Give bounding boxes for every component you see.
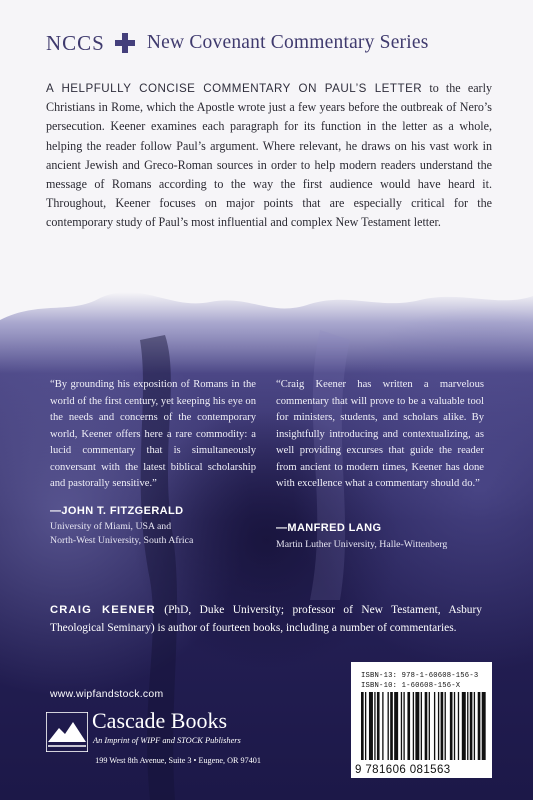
author-bio <box>50 601 482 638</box>
endorser-affiliation-lang: Martin Luther University, Halle-Wittenberg <box>276 539 448 550</box>
series-abbreviation: NCCS <box>46 30 105 55</box>
barcode-bar <box>388 692 389 760</box>
barcode-bar <box>470 692 473 760</box>
barcode-bar <box>474 692 475 760</box>
barcode-bar <box>434 692 435 760</box>
endorser-affiliation-fitzgerald-2: North-West University, South Africa <box>50 535 194 546</box>
isbn-13: ISBN-13: 978-1-60608-156-3 <box>361 672 479 680</box>
cross-icon <box>115 33 135 53</box>
endorser-name-fitzgerald: —JOHN T. FITZGERALD <box>50 505 184 517</box>
barcode-bar <box>462 692 466 760</box>
endorsement-quote-lang: “Craig Keener has written a marvelous commentary that will prove to be a valuable tool for ministers, students, and scholars alike. By insightfully introducing and contextualizing, as well providing excurses that guide the reader from ancient to modern times, Keener has done with excellence what a commentary should do.” <box>276 379 484 489</box>
barcode-bar <box>415 692 419 760</box>
endorsement-quote-fitzgerald: “By grounding his exposition of Romans in the world of the first century, yet keeping his eye on the needs and concerns of the contemporary world, Keener offers here a rare commodity: a lucid commentary that is simultaneously conversant with the latest biblical scholarship and pastorally sensitive.” <box>50 379 256 489</box>
publisher-name: Cascade Books <box>92 708 228 733</box>
author-bio-text: (PhD, Duke University; professor of New Testament, Asbury Theological Seminary) is author of fourteen books, including a number of commentaries. <box>50 604 482 635</box>
barcode-bar <box>467 692 468 760</box>
endorser-name-lang: —MANFRED LANG <box>276 522 382 534</box>
barcode-bar <box>478 692 481 760</box>
barcode-bar <box>438 692 439 760</box>
publisher-imprint: An Imprint of WIPF and STOCK Publishers <box>93 736 241 745</box>
series-name: New Covenant Commentary Series <box>146 32 429 53</box>
author-name: CRAIG KEENER <box>50 604 156 616</box>
endorser-affiliation-fitzgerald-1: University of Miami, USA and <box>50 521 172 532</box>
barcode-bar <box>413 692 414 760</box>
barcode-bar <box>382 692 383 760</box>
publisher-website: www.wipfandstock.com <box>50 689 164 700</box>
barcode-bars <box>361 692 487 760</box>
barcode-bar <box>407 692 410 760</box>
mountain-logo-icon <box>46 712 88 752</box>
barcode-bar <box>403 692 404 760</box>
barcode-bar <box>361 692 364 760</box>
barcode-bar <box>441 692 444 760</box>
barcode-bar <box>454 692 455 760</box>
isbn-10: ISBN-10: 1-60608-156-X <box>361 682 461 690</box>
barcode-bar <box>401 692 402 760</box>
barcode-bar <box>394 692 398 760</box>
barcode-digits: 9 781606 081563 <box>355 764 451 776</box>
barcode-bar <box>445 692 446 760</box>
barcode-bar <box>369 692 373 760</box>
barcode-bar <box>450 692 453 760</box>
barcode-bar <box>374 692 375 760</box>
publisher-address: 199 West 8th Avenue, Suite 3 • Eugene, OR 97401 <box>95 756 261 765</box>
barcode-bar <box>429 692 430 760</box>
barcode-bar <box>421 692 422 760</box>
barcode-bar <box>377 692 380 760</box>
description-lead: A HELPFULLY CONCISE COMMENTARY ON PAUL’S LETTER <box>46 82 423 95</box>
book-description <box>46 79 492 233</box>
barcode-bar <box>482 692 486 760</box>
description-body: to the early Christians in Rome, which the Apostle wrote just a few years before the outbreak of Nero’s persecution. Keener examines each paragraph for its function in the letter as a whole, helping the reader follow Paul’s argument. Where relevant, he draws on his vast work in ancient Jewish and Greco-Roman sources in order to help modern readers understand the message of Romans according to the way the first audience would have heard it. Throughout, Keener focuses on major points that are especially critical for the contemporary study of Paul’s most influential and complex New Testament letter. <box>46 81 492 230</box>
barcode-bar <box>458 692 459 760</box>
barcode-bar <box>425 692 428 760</box>
series-header <box>46 30 429 56</box>
barcode-bar <box>390 692 393 760</box>
barcode-bar <box>365 692 366 760</box>
